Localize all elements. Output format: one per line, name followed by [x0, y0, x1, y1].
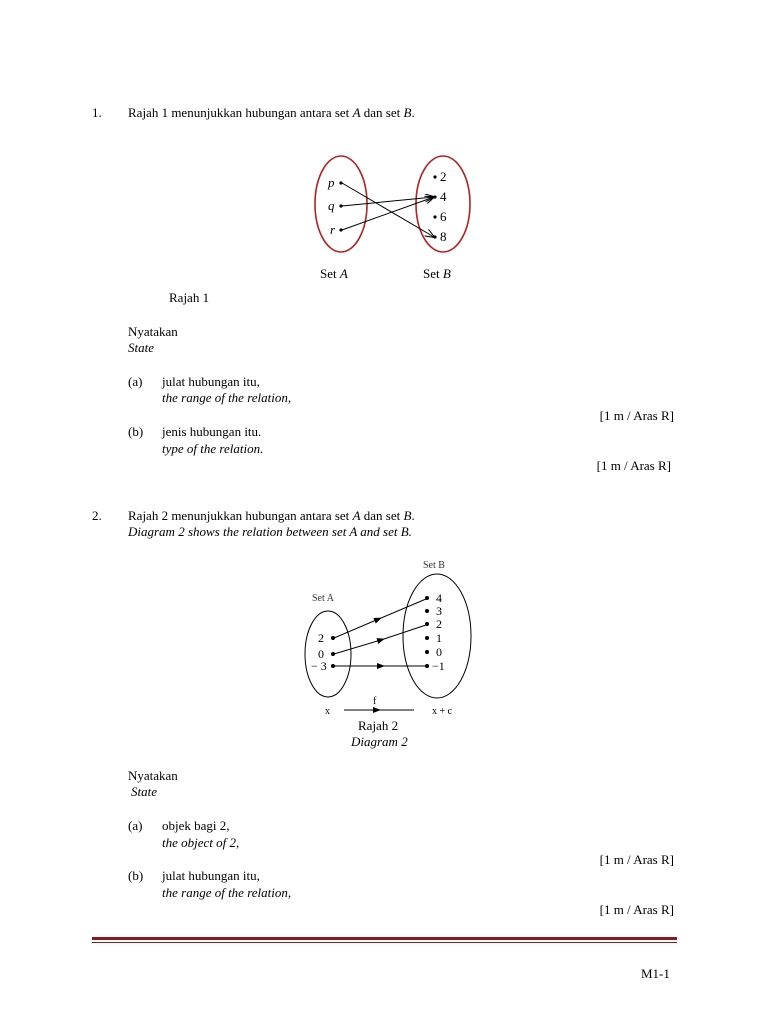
q2-stem-end: . — [411, 508, 415, 523]
q1-set-b-label-prefix: Set — [423, 266, 443, 281]
q2-stem-set-b: B — [403, 508, 412, 523]
q1-prompt-en: State — [128, 340, 154, 355]
q2-element-2: 2 — [318, 631, 324, 645]
q1-element-r: r — [330, 222, 336, 237]
q1-element-4: 4 — [440, 189, 447, 204]
q2-stem-en: Diagram 2 shows the relation between set A and set B. — [128, 524, 412, 539]
q1-part-b-en: type of the relation. — [162, 441, 264, 456]
q2-part-a-mark: [1 m / Aras R] — [599, 852, 674, 867]
q2-set-a-ellipse — [305, 611, 351, 697]
q2-element-b-2: 2 — [436, 617, 442, 631]
q2-arrow-0-2 — [334, 639, 384, 654]
q1-set-b-label — [423, 266, 451, 282]
q1-set-a-label-var: A — [339, 266, 348, 281]
q2-prompt-ms: Nyatakan — [128, 768, 178, 783]
q2-mapping-image: x + c — [432, 706, 453, 717]
q1-number: 1. — [92, 105, 102, 120]
q1-element-8: 8 — [440, 229, 447, 244]
q1-part-a-en: the range of the relation, — [162, 390, 292, 405]
q1-stem-mid: dan set — [360, 105, 404, 120]
q2-number: 2. — [92, 508, 102, 523]
q2-caption-ms: Rajah 2 — [358, 718, 399, 733]
q2-element-b-minus-1: −1 — [432, 659, 445, 673]
q2-part-a-ms: objek bagi 2, — [162, 818, 230, 833]
q2-set-a-label: Set A — [312, 593, 334, 604]
q1-part-b-label: (b) — [128, 424, 144, 439]
q2-part-b-ms: julat hubungan itu, — [162, 868, 260, 883]
q2-part-b-en: the range of the relation, — [162, 885, 292, 900]
q1-arrow-p-8 — [342, 183, 434, 237]
q2-part-a-en: the object of 2, — [162, 835, 240, 850]
q1-prompt-ms: Nyatakan — [128, 324, 178, 339]
q1-stem-set-b: B — [403, 105, 412, 120]
q2-stem-mid: dan set — [360, 508, 404, 523]
q1-set-b-label-var: B — [442, 266, 451, 281]
q2-stem-prefix: Rajah 2 menunjukkan hubungan antara set — [128, 508, 353, 523]
q1-dot-6 — [433, 215, 436, 218]
q2-dot-b-0 — [425, 650, 429, 654]
q2-arrow-0-2-tail — [384, 625, 426, 639]
q2-element-minus-3: − 3 — [311, 659, 327, 673]
q2-element-b-0: 0 — [436, 645, 442, 659]
footer-rule-top — [92, 937, 677, 940]
footer-rule-bottom — [92, 942, 677, 943]
q1-stem-set-a: A — [352, 105, 361, 120]
q1-element-q: q — [328, 198, 335, 213]
q1-part-a-ms: julat hubungan itu, — [162, 374, 260, 389]
q1-dot-2 — [433, 175, 436, 178]
q1-element-p: p — [328, 175, 335, 190]
q2-mapping-domain: x — [325, 706, 330, 717]
q2-element-b-3: 3 — [436, 604, 442, 618]
q2-dot-b-3 — [425, 609, 429, 613]
q1-part-a-mark: [1 m / Aras R] — [599, 408, 674, 423]
q1-element-2: 2 — [440, 169, 447, 184]
q1-set-a-label-prefix: Set — [320, 266, 340, 281]
q2-arrow-diagram — [296, 558, 486, 718]
q1-part-a-label: (a) — [128, 374, 143, 389]
q2-part-b-mark: [1 m / Aras R] — [599, 902, 674, 917]
q2-part-b-label: (b) — [128, 868, 144, 883]
q1-stem-prefix: Rajah 1 menunjukkan hubungan antara set — [128, 105, 353, 120]
q1-stem — [128, 105, 415, 121]
q2-arrow-2-4-tail — [381, 599, 426, 618]
q2-stem — [128, 508, 415, 524]
q2-element-b-4: 4 — [436, 591, 442, 605]
q2-arrow-2-4 — [334, 618, 381, 638]
q1-stem-end: . — [411, 105, 415, 120]
q1-element-6: 6 — [440, 209, 447, 224]
q2-part-a-label: (a) — [128, 818, 143, 833]
q2-stem-set-a: A — [352, 508, 361, 523]
q2-dot-b-1 — [425, 636, 429, 640]
page-code: M1-1 — [641, 966, 670, 981]
q2-element-b-1: 1 — [436, 631, 442, 645]
q2-caption-en: Diagram 2 — [351, 734, 408, 749]
q2-element-0: 0 — [318, 647, 324, 661]
q2-mapping-f: f — [373, 696, 377, 707]
q2-set-b-label: Set B — [423, 560, 445, 571]
q2-prompt-en: State — [131, 784, 157, 799]
q1-diagram-caption: Rajah 1 — [169, 290, 210, 305]
q1-part-b-ms: jenis hubungan itu. — [162, 424, 262, 439]
q1-set-a-label — [320, 266, 348, 282]
q1-part-b-mark: [1 m / Aras R] — [596, 458, 671, 473]
